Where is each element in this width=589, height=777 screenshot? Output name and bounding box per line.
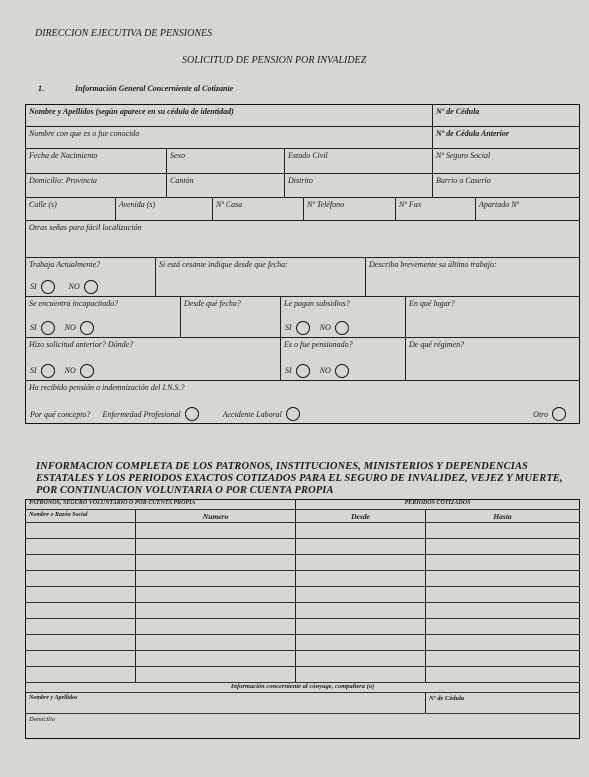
cell[interactable] <box>136 587 296 602</box>
field-apartado[interactable]: Apartado Nº <box>479 200 520 209</box>
si-label: SI <box>285 365 292 375</box>
field-conocido[interactable]: Nombre con que es o fue conocido <box>26 127 433 148</box>
field-pensionado <box>281 338 406 380</box>
field-cedula-anterior[interactable]: Nº de Cédula Anterior <box>436 129 509 138</box>
cell[interactable] <box>426 603 579 618</box>
table-row <box>26 667 579 683</box>
field-regimen[interactable]: De qué régimen? <box>409 340 465 349</box>
enfermedad-radio[interactable] <box>185 407 199 421</box>
pensionado-si-radio[interactable] <box>296 364 310 378</box>
concepto-options <box>30 407 570 421</box>
otro-radio[interactable] <box>552 407 566 421</box>
incapacitado-si-radio[interactable] <box>41 321 55 335</box>
cell[interactable] <box>136 539 296 554</box>
section-title: Información General Concerniente al Cotizante <box>75 84 234 93</box>
cell[interactable] <box>26 603 136 618</box>
ins-label: Ha recibido pensión o indemnización del I.N.S.? <box>29 383 185 392</box>
field-cesante[interactable]: Si está cesante indique desde que fecha: <box>156 258 366 296</box>
accidente-label: Accidente Laboral <box>222 409 282 419</box>
otro-label: Otro <box>533 409 548 419</box>
cell[interactable] <box>26 619 136 634</box>
table-row <box>26 651 579 667</box>
section-number: 1. <box>38 84 44 93</box>
field-calle[interactable]: Calle (s) <box>26 198 116 220</box>
table-row <box>26 523 579 539</box>
cell[interactable] <box>296 555 426 570</box>
si-label: SI <box>30 365 37 375</box>
field-solicitud-anterior <box>26 338 281 380</box>
cell[interactable] <box>426 651 579 666</box>
col-hasta: Hasta <box>493 512 512 521</box>
field-nacimiento[interactable]: Fecha de Nacimiento <box>26 149 167 173</box>
si-label: SI <box>285 322 292 332</box>
trabaja-options <box>30 280 102 294</box>
field-nombre[interactable]: Nombre y Apellidos (según aparece en su cédula de identidad) <box>26 105 433 126</box>
pensionado-no-radio[interactable] <box>335 364 349 378</box>
cell[interactable] <box>296 587 426 602</box>
subsidios-label: Le pagan subsidios? <box>284 299 350 308</box>
table-row <box>26 619 579 635</box>
field-seguro-social[interactable]: Nº Seguro Social <box>436 151 491 160</box>
cell[interactable] <box>426 571 579 586</box>
enfermedad-label: Enfermedad Profesional <box>102 409 181 419</box>
field-barrio[interactable]: Barrio o Caserío <box>436 176 491 185</box>
pensionado-options <box>285 364 353 378</box>
subsidios-si-radio[interactable] <box>296 321 310 335</box>
cell[interactable] <box>426 619 579 634</box>
cell[interactable] <box>296 635 426 650</box>
field-distrito[interactable]: Distrito <box>285 174 433 197</box>
cell[interactable] <box>296 539 426 554</box>
table-row <box>26 571 579 587</box>
cell[interactable] <box>296 651 426 666</box>
spouse-domicilio[interactable]: Domicilio <box>29 716 55 723</box>
field-ultimo-trabajo[interactable]: Describa brevemente su último trabajo: <box>369 260 497 269</box>
subsidios-no-radio[interactable] <box>335 321 349 335</box>
incapacitado-no-radio[interactable] <box>80 321 94 335</box>
cell[interactable] <box>136 571 296 586</box>
field-subsidios <box>281 297 406 337</box>
field-sexo[interactable]: Sexo <box>167 149 285 173</box>
agency-name: DIRECCION EJECUTIVA DE PENSIONES <box>35 28 213 39</box>
field-ins <box>26 381 579 423</box>
form-title: SOLICITUD DE PENSION POR INVALIDEZ <box>182 55 367 66</box>
no-label: NO <box>64 365 76 375</box>
field-estado-civil[interactable]: Estado Civil <box>285 149 433 173</box>
field-trabaja <box>26 258 156 296</box>
field-telefono[interactable]: Nº Teléfono <box>304 198 396 220</box>
si-label: SI <box>30 281 37 291</box>
employer-info-title: INFORMACION COMPLETA DE LOS PATRONOS, INSTITUCIONES, MINISTERIOS Y DEPENDENCIAS ESTATALES Y LOS PERIODOS EXACTOS COTIZADOS PARA EL SEGURO DE INVALIDEZ, VEJEZ Y MUERTE, POR CONTINUACION VOLUNTARIA O POR CUENTA PROPIA <box>36 461 563 496</box>
incapacitado-options <box>30 321 98 335</box>
trabaja-si-radio[interactable] <box>41 280 55 294</box>
field-fax[interactable]: Nº Fax <box>396 198 476 220</box>
pensionado-label: Es o fue pensionado? <box>284 340 353 349</box>
general-info-form <box>25 104 580 424</box>
field-senas[interactable]: Otras señas para fácil localización <box>29 223 142 232</box>
subsidios-options <box>285 321 353 335</box>
no-label: NO <box>319 322 331 332</box>
group-periodos: PERIODOS COTIZADOS <box>404 500 471 506</box>
field-cedula[interactable]: Nº de Cédula <box>436 107 480 116</box>
cell[interactable] <box>26 651 136 666</box>
table-row <box>26 635 579 651</box>
trabaja-no-radio[interactable] <box>84 280 98 294</box>
cell[interactable] <box>426 555 579 570</box>
group-patronos: PATRONOS, SEGURO VOLUNTARIO O POR CUENTA PROPIA <box>26 500 296 509</box>
cell[interactable] <box>136 635 296 650</box>
incapacitado-label: Se encuentra incapacitado? <box>29 299 119 308</box>
cell[interactable] <box>136 523 296 538</box>
col-numero: Numero <box>136 510 296 522</box>
table-row <box>26 539 579 555</box>
field-canton[interactable]: Cantón <box>167 174 285 197</box>
employers-table <box>25 499 580 739</box>
cell[interactable] <box>426 587 579 602</box>
col-nombre: Nombre o Razón Social <box>26 510 136 522</box>
spouse-cedula[interactable]: Nº de Cédula <box>429 695 465 702</box>
cell[interactable] <box>296 619 426 634</box>
spouse-title: Información concerniente al cónyuge, compañera (o) <box>230 683 375 690</box>
cell[interactable] <box>136 651 296 666</box>
field-provincia[interactable]: Domicilio: Provincia <box>26 174 167 197</box>
cell[interactable] <box>136 619 296 634</box>
field-desde-fecha[interactable]: Desde qué fecha? <box>181 297 281 337</box>
accidente-radio[interactable] <box>286 407 300 421</box>
cell[interactable] <box>26 523 136 538</box>
cell[interactable] <box>426 523 579 538</box>
trabaja-label: Trabaja Actualmente? <box>29 260 101 269</box>
col-desde: Desde <box>296 510 426 522</box>
no-label: NO <box>68 281 80 291</box>
cell[interactable] <box>26 539 136 554</box>
cell[interactable] <box>136 667 296 682</box>
cell[interactable] <box>26 587 136 602</box>
field-avenida[interactable]: Avenida (s) <box>116 198 213 220</box>
field-incapacitado <box>26 297 181 337</box>
spouse-nombre[interactable]: Nombre y Apellidos <box>26 693 426 713</box>
field-casa[interactable]: Nº Casa <box>213 198 304 220</box>
table-row <box>26 587 579 603</box>
cell[interactable] <box>26 571 136 586</box>
cell[interactable] <box>136 555 296 570</box>
cell[interactable] <box>296 603 426 618</box>
solicitud-options <box>30 364 98 378</box>
cell[interactable] <box>26 635 136 650</box>
concepto-label: Por qué concepto? <box>30 409 91 419</box>
cell[interactable] <box>26 667 136 682</box>
cell[interactable] <box>296 571 426 586</box>
cell[interactable] <box>426 667 579 682</box>
cell[interactable] <box>296 667 426 682</box>
solicitud-si-radio[interactable] <box>41 364 55 378</box>
solicitud-label: Hizo solicitud anterior? Dónde? <box>29 340 134 349</box>
field-lugar[interactable]: En qué lugar? <box>409 299 455 308</box>
table-row <box>26 555 579 571</box>
cell[interactable] <box>426 635 579 650</box>
table-row <box>26 603 579 619</box>
cell[interactable] <box>426 539 579 554</box>
no-label: NO <box>319 365 331 375</box>
solicitud-no-radio[interactable] <box>80 364 94 378</box>
cell[interactable] <box>136 603 296 618</box>
cell[interactable] <box>26 555 136 570</box>
cell[interactable] <box>296 523 426 538</box>
no-label: NO <box>64 322 76 332</box>
si-label: SI <box>30 322 37 332</box>
